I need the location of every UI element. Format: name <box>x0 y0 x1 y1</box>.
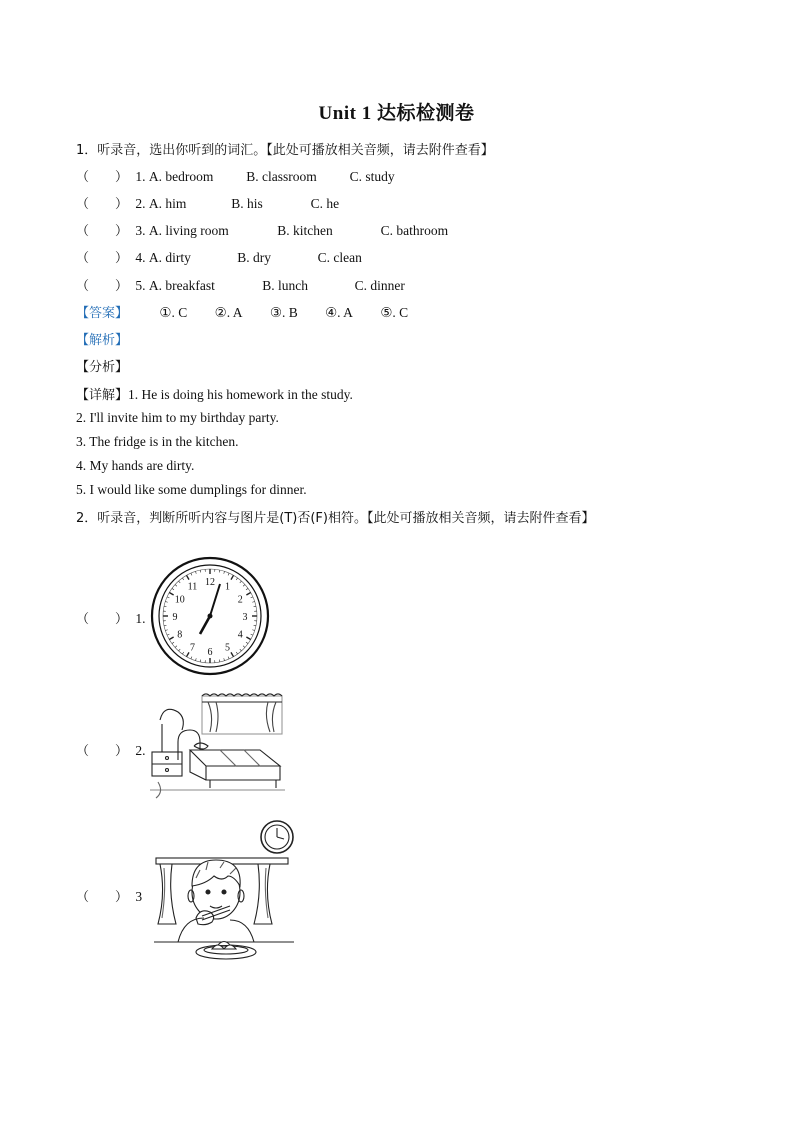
q1-heading: 1．听录音，选出你听到的词汇。【此处可播放相关音频，请去附件查看】 <box>76 143 494 158</box>
clock-numeral: 6 <box>207 647 213 658</box>
q1-item-2 <box>76 193 339 212</box>
option-b: B. kitchen <box>277 223 333 238</box>
item-number: 1. <box>135 169 146 184</box>
item-number: 2. <box>135 196 146 211</box>
answer-paren[interactable]: （ ） <box>76 890 129 905</box>
answer-3: ③. B <box>269 305 298 320</box>
answer-tag: 【答案】 <box>76 306 129 321</box>
clock-numeral: 2 <box>237 594 243 606</box>
detail-text: 1. He is doing his homework in the study. <box>128 387 353 402</box>
option-a: A. dirty <box>148 250 191 265</box>
detail-line-3: 3. The fridge is in the kitchen. <box>76 434 239 449</box>
q1-item-1 <box>76 166 395 185</box>
q1-item-4 <box>76 247 362 266</box>
option-c: C. study <box>349 169 395 184</box>
item-number: 3. <box>135 223 146 238</box>
answer-paren[interactable]: （ ） <box>76 744 129 759</box>
option-a: A. breakfast <box>148 278 215 293</box>
clock-numeral: 3 <box>242 612 248 623</box>
q1-item-5 <box>76 275 405 294</box>
q2-item-2 <box>76 740 146 759</box>
option-c: C. clean <box>317 250 362 265</box>
q2-heading: 2．听录音，判断所听内容与图片是(T)否(F)相符。【此处可播放相关音频，请去附件查看】 <box>76 511 595 526</box>
answer-paren[interactable]: （ ） <box>76 251 129 266</box>
bedroom-picture <box>150 690 285 800</box>
q2-item-1 <box>76 608 146 627</box>
answer-paren[interactable]: （ ） <box>76 224 129 239</box>
option-b: B. classroom <box>246 169 317 184</box>
option-b: B. dry <box>237 250 271 265</box>
item-number: 3 <box>135 889 143 904</box>
q2-item-3 <box>76 886 142 905</box>
answer-row <box>76 302 432 321</box>
answer-1: ①. C <box>159 305 188 320</box>
answer-paren[interactable]: （ ） <box>76 279 129 294</box>
answer-paren[interactable]: （ ） <box>76 170 129 185</box>
clock-numeral: 4 <box>237 629 243 641</box>
detail-line-4: 4. My hands are dirty. <box>76 458 195 473</box>
item-number: 1. <box>135 611 146 626</box>
detail-line-2: 2. I'll invite him to my birthday party. <box>76 410 279 425</box>
boy-eating-picture <box>150 818 298 966</box>
option-b: B. lunch <box>262 278 308 293</box>
option-a: A. bedroom <box>148 169 214 184</box>
option-c: C. he <box>310 196 340 211</box>
clock-numeral: 11 <box>187 581 198 593</box>
item-number: 2. <box>135 743 146 758</box>
clock-numeral: 5 <box>225 642 230 654</box>
fenxi-tag: 【分析】 <box>76 360 129 375</box>
detail-tag: 【详解】 <box>76 388 129 403</box>
detail-line-5: 5. I would like some dumplings for dinner. <box>76 482 307 497</box>
clock-numeral: 9 <box>172 612 178 623</box>
answer-2: ②. A <box>214 305 243 320</box>
clock-numeral: 7 <box>190 642 195 654</box>
option-a: A. him <box>148 196 187 211</box>
item-number: 5. <box>135 278 146 293</box>
q1-item-3 <box>76 220 448 239</box>
clock-picture <box>150 556 270 676</box>
clock-numeral: 12 <box>205 577 215 588</box>
clock-numeral: 8 <box>177 629 183 641</box>
item-number: 4. <box>135 250 146 265</box>
option-b: B. his <box>231 196 263 211</box>
clock-numeral: 1 <box>225 581 230 593</box>
answer-4: ④. A <box>325 305 353 320</box>
page-title: Unit 1 达标检测卷 <box>318 103 475 124</box>
option-a: A. living room <box>148 223 229 238</box>
clock-numeral: 10 <box>174 594 185 606</box>
answer-paren[interactable]: （ ） <box>76 612 129 627</box>
option-c: C. bathroom <box>380 223 449 238</box>
answer-paren[interactable]: （ ） <box>76 197 129 212</box>
option-c: C. dinner <box>354 278 405 293</box>
analysis-tag: 【解析】 <box>76 333 129 348</box>
answer-5: ⑤. C <box>380 305 409 320</box>
detail-line-1 <box>76 384 353 403</box>
